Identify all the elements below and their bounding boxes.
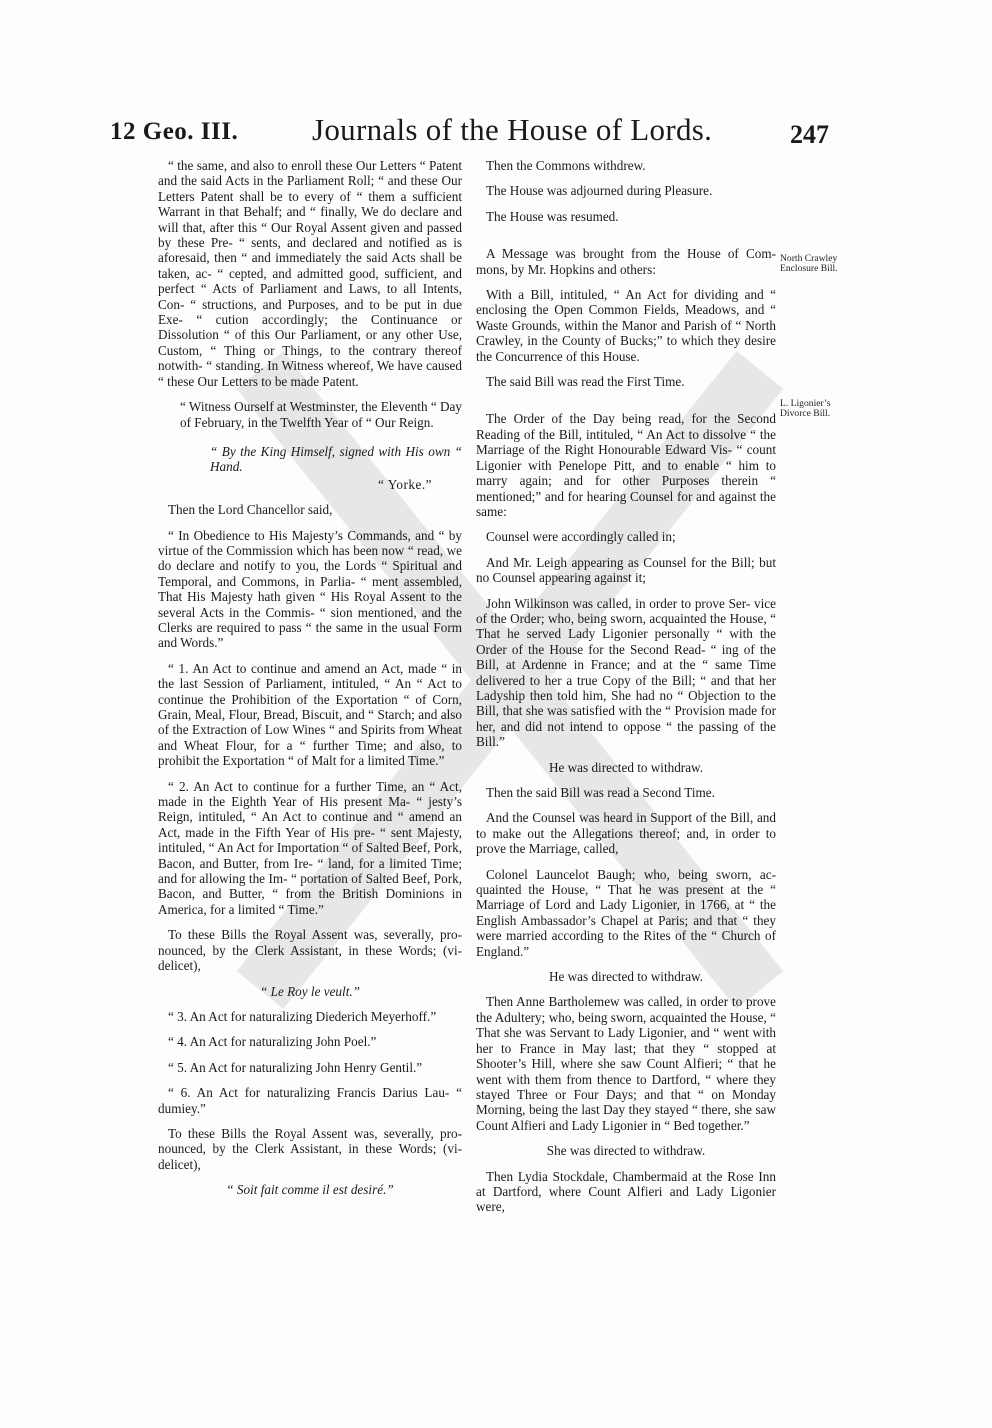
paragraph: “ the same, and also to enroll these Our Letters “ Patent and the said Acts in the Parliament Roll; “ and these Our Letters Patent shall be to every of “ them a sufficient Warrant in that Behalf; and “ finally, We do declare and will that, after this “ Our Royal Assent given and passed by these Pre- “ sents, and declared and notified as is aforesaid, then “ and immediately the said Acts shall be taken, ac- “ cepted, and admitted good, sufficient, and perfect “ Acts of Parliament and Laws, to all Intents, Con- “ structions, and Purposes, and to be put in due Exe- “ cution accordingly; the Continuance or Dissolution “ of this Our Parliament, or any other Use, Custom, “ Thing or Things, to the contrary thereof notwith- “ standing. In Witness whereof, We have caused “ these Our Letters to be made Patent. [158,158,462,389]
paragraph: Then Lydia Stockdale, Chambermaid at the Rose Inn at Dartford, where Count Alfieri and Lady Ligonier were, [476,1168,776,1215]
paragraph: “ 2. An Act to continue for a further Time, an “ Act, made in the Eighth Year of His present Ma- “ jesty’s Reign, intituled, “ An Act to continue and “ amend an Act, made in the Fifth Year of His pre- “ sent Majesty, intituled, “ An Act for Importation “ of Salted Beef, Pork, Bacon, and Butter, from Ire- “ land, for a limited Time; and for allowing the Im- “ portation of Salted Beef, Pork, Bacon, and Butter, “ from the British Dominions in America, for a limited “ Time.” [158,778,462,917]
regnal-year: 12 Geo. III. [110,118,239,145]
paragraph: With a Bill, intituled, “ An Act for dividing and “ enclosing the Open Common Fields, Meadows, and “ Waste Grounds, within the Manor and Parish of “ North Crawley, in the County of Bucks;” to which they desire the Concurrence of this House. [476,287,776,364]
page-number: 247 [790,120,829,149]
paragraph: “ 1. An Act to continue and amend an Act, made “ in the last Session of Parliament, intituled, “ An “ Act to continue the Prohibition of the Exportation “ of Corn, Grain, Meal, Flour, Bread, Biscuit, and “ Starch; and also of the Extraction of Low Wines “ and Spirits from Wheat and Wheat Flour, for a “ further Time; and also, to prohibit the Exportation “ of Malt for a limited Time.” [158,660,462,769]
paragraph: The House was resumed. [486,208,619,224]
paragraph: To these Bills the Royal Assent was, severally, pro- nounced, by the Clerk Assistant, in these Words; (vi- delicet), [158,927,462,974]
paragraph: Then Anne Bartholemew was called, in order to prove the Adultery; who, being sworn, acquainted the House, “ That she was Servant to Lady Ligonier, and “ went with her to France in May last; that they “ stopped at Shooter’s Hill, where she saw Count Alfieri; “ that he went with them from thence to Dartford, “ where they stayed Three or Four Days; and that “ on Monday Morning, being the last Day they stayed “ there, she saw Count Alfieri and Lady Ligonier in “ Bed together.” [476,994,776,1133]
left-column [158,158,462,1208]
paragraph: The House was adjourned during Pleasure. [486,183,713,199]
right-column [476,158,776,1225]
paragraph: And Mr. Leigh appearing as Counsel for the Bill; but no Counsel appearing against it; [476,554,776,586]
direction: She was directed to withdraw. [546,1143,706,1159]
paragraph: A Message was brought from the House of Com- mons, by Mr. Hopkins and others: [476,246,776,277]
paragraph: The said Bill was read the First Time. [486,374,685,390]
margin-note: L. Ligonier’s Divorce Bill. [780,398,831,419]
paragraph: Counsel were accordingly called in; [486,529,676,545]
page-header [110,112,830,152]
paragraph: “ In Obedience to His Majesty’s Commands, and “ by virtue of the Commission which has been now “ read, we do declare and notify to you, the Lords “ Spiritual and Temporal, and Commons, in Parlia- “ ment assembled, That His Majesty hath given “ His Royal Assent to the several Acts in the Commis- “ sion mentioned, and the Clerks are required to pass “ the same in the usual Form and Words.” [158,527,462,651]
signature: “ Yorke.” [378,476,432,492]
direction: He was directed to withdraw. [548,969,704,985]
margin-note: North Crawley Enclosure Bill. [780,253,838,274]
paragraph: “ 6. An Act for naturalizing Francis Darius Lau- “ dumiey.” [158,1085,462,1116]
paragraph: “ 3. An Act for naturalizing Diederich Meyerhoff.” [168,1008,437,1024]
paragraph: Then the Lord Chancellor said, [168,502,333,518]
paragraph: “ 4. An Act for naturalizing John Poel.” [168,1034,377,1050]
paragraph: Then the said Bill was read a Second Time. [486,785,715,800]
paragraph: John Wilkinson was called, in order to prove Ser- vice of the Order; who, being sworn, acquainted the House, “ That he served Lady Ligonier personally “ with the Order of the House for the Second Read- “ ing of the Bill, at Ardenne in France; and at the “ same Time delivered to her a true Copy of the Bill; “ and that her Ladyship then told him, She had no “ Objection to the Bill, that she was satisfied with the “ Provision made for her, and did not intend to oppose “ the passing of the Bill.” [476,595,776,750]
paragraph: To these Bills the Royal Assent was, severally, pro- nounced, by the Clerk Assistant, in these Words; (vi- delicet), [158,1125,462,1172]
paragraph: Colonel Launcelot Baugh; who, being sworn, ac- quainted the House, “ That he was present at the “ Marriage of Lord and Lady Ligonier, in 1766, at “ the English Ambassador’s Chapel at Paris; and that “ they were married according to the Rites of the “ Church of England.” [476,866,776,959]
direction: He was directed to withdraw. [548,759,704,775]
paragraph: “ 5. An Act for naturalizing John Henry Gentil.” [168,1059,423,1075]
journal-title: Journals of the House of Lords. [312,112,713,147]
paragraph: “ By the King Himself, signed with His own “ Hand. [210,443,462,475]
paragraph: “ Witness Ourself at Westminster, the Eleventh “ Day of February, in the Twelfth Year of “ Our Reign. [180,399,462,430]
paragraph: And the Counsel was heard in Support of the Bill, and to make out the Allegations thereof; and, in order to prove the Marriage, called, [476,810,776,857]
assent-formula: “ Soit fait comme il est desiré.” [226,1182,394,1198]
paragraph: The Order of the Day being read, for the Second Reading of the Bill, intituled, “ An Act to dissolve “ the Marriage of the Right Honourable Edward Vis- “ count Ligonier with Penelope Pitt, and to enable “ him to marry again; and for other Purposes therein “ mentioned;” and for hearing Counsel for and against the same: [476,411,776,519]
paragraph: Then the Commons withdrew. [486,158,646,173]
assent-formula: “ Le Roy le veult.” [260,983,360,999]
